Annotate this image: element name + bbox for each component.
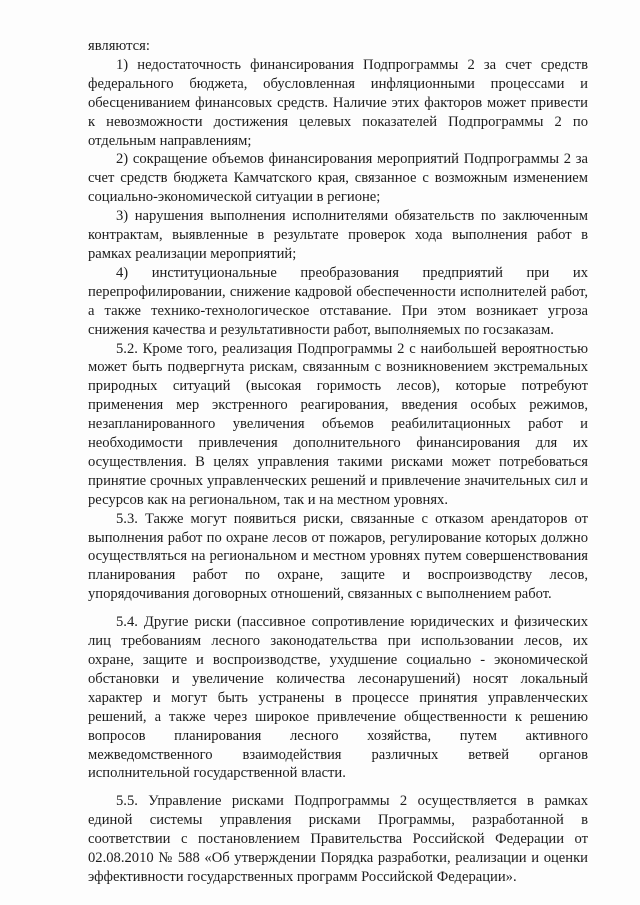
paragraph-5-5: 5.5. Управление рисками Подпрограммы 2 осуществляется в рамках единой системы управления рисками Программы, разработанной в соответствии с постановлением Правительства Российской Федерации от 02.08.2010 № 588 «Об утверждении Порядка разработки, реализации и оценки эффективности государственных программ Российской Федерации». [88, 793, 588, 885]
paragraph-risk-3: 3) нарушения выполнения исполнителями обязательств по заключенным контрактам, выявленные в результате проверок хода выполнения работ в рамках реализации мероприятий; [88, 208, 588, 262]
paragraph-5-2: 5.2. Кроме того, реализация Подпрограммы 2 с наибольшей вероятностью может быть подвергнута рискам, связанным с возникновением экстремальных природных ситуаций (высокая горимость лесов), которые потребуют применения мер экстренного реагирования, введения особых режимов, незапланированного увеличения объемов реабилитационных работ и необходимости привлечения дополнительного финансирования для их осуществления. В целях управления такими рисками может потребоваться принятие срочных управленческих решений и привлечение значительных сил и ресурсов как на региональном, так и на местном уровнях. [88, 340, 588, 508]
paragraph-risk-4: 4) институциональные преобразования предприятий при их перепрофилировании, снижение кадровой обеспеченности исполнителей работ, а также технико-технологическое отставание. При этом возникает угроза снижения качества и результативности работ, выполняемых по госзаказам. [88, 264, 588, 338]
paragraph-intro: являются: [88, 38, 150, 54]
document-body [88, 37, 588, 887]
paragraph-risk-1: 1) недостаточность финансирования Подпрограммы 2 за счет средств федерального бюджета, обусловленная инфляционными процессами и обесцениванием финансовых средств. Наличие этих факторов может привести к невозможности достижения целевых показателей Подпрограммы 2 по отдельным направлениям; [88, 56, 588, 149]
paragraph-gap [88, 783, 588, 792]
paragraph-5-4: 5.4. Другие риски (пассивное сопротивление юридических и физических лиц требованиям лесного законодательства при использовании лесов, их охране, защите и воспроизводстве, ухудшение социально - экономической обстановки и увеличение количества лесонарушений) носят локальный характер и могут быть устранены в процессе принятия управленческих решений, а также через широкое привлечение общественности к решению вопросов планирования лесного хозяйства, путем активного межведомственного взаимодействия различных ветвей органов исполнительной государственной власти. [88, 614, 588, 782]
paragraph-risk-2: 2) сокращение объемов финансирования мероприятий Подпрограммы 2 за счет средств бюджета Камчатского края, связанное с возможным изменением социально-экономической ситуации в регионе; [88, 151, 588, 206]
paragraph-5-3: 5.3. Также могут появиться риски, связанные с отказом арендаторов от выполнения работ по охране лесов от пожаров, регулирование которых должно осуществляться на региональном и местном уровнях путем совершенствования планирования работ по охране, защите и воспроизводству лесов, упорядочивания договорных отношений, связанных с выполнением работ. [88, 510, 588, 603]
paragraph-gap [88, 604, 588, 613]
